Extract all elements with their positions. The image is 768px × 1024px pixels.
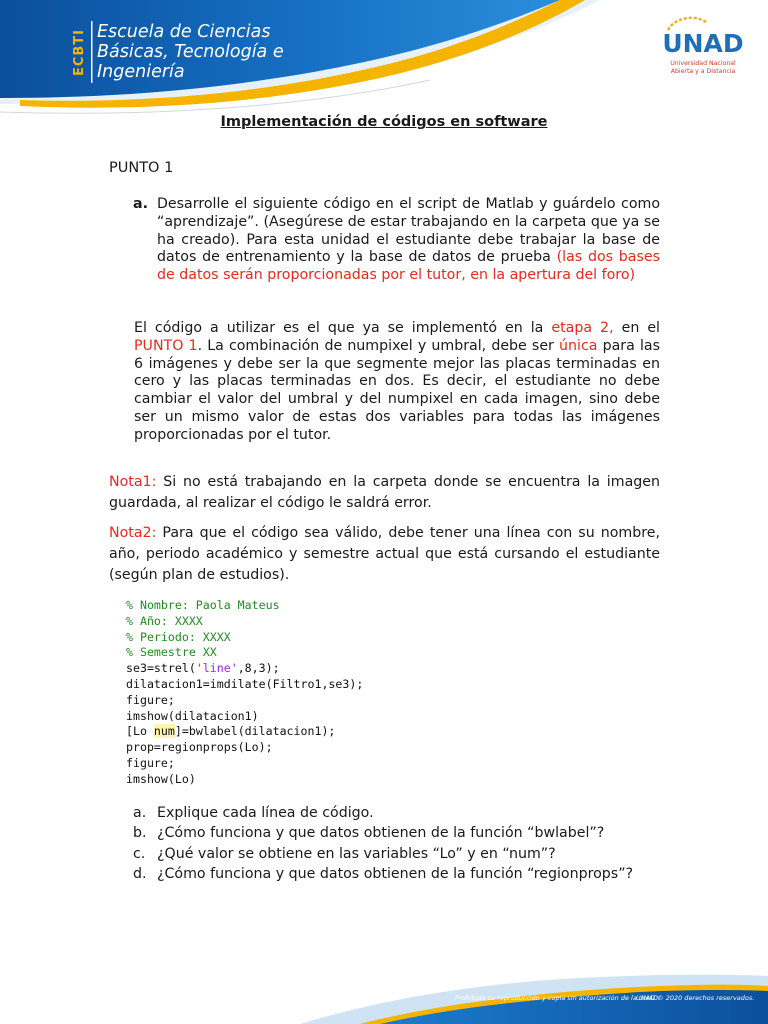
unad-logo-mark bbox=[660, 16, 746, 58]
question-letter: b. bbox=[133, 825, 147, 842]
question-item bbox=[133, 846, 660, 864]
code-line: % Nombre: Paola Mateus bbox=[126, 598, 280, 612]
code-line: figure; bbox=[126, 755, 175, 770]
code-line bbox=[126, 724, 546, 740]
code-line: imshow(Lo) bbox=[126, 771, 196, 786]
logo-sub-line-2: Abierta y a Distancia bbox=[670, 67, 736, 75]
item-a-text: Desarrolle el siguiente código en el script de Matlab y guárdelo como “aprendizaje”. (Asegúrese de estar trabajando en la carpeta que ya se ha creado). Para esta unidad el estudiante debe trabajar la base de datos de entrenamiento y la base de datos de prueba bbox=[157, 196, 660, 266]
question-item bbox=[133, 866, 660, 884]
code-para-text-4: para las 6 imágenes y debe ser la que segmente mejor las placas terminadas en cero y las placas terminadas en dos. Es decir, el estudiante no debe cambiar el valor del umbral y del numpixel en cada imagen, sino debe ser un mismo valor de estas dos variables para todas las imágenes proporcionadas por el tutor. bbox=[134, 337, 660, 443]
code-line: prop=regionprops(Lo); bbox=[126, 740, 273, 755]
code-line: % Año: XXXX bbox=[126, 613, 203, 628]
question-text: ¿Qué valor se obtiene en las variables “Lo” y en “num”? bbox=[157, 845, 556, 862]
question-text: Explique cada línea de código. bbox=[157, 805, 374, 821]
nota1-paragraph bbox=[109, 472, 660, 514]
code-line: % Semestre XX bbox=[126, 645, 217, 660]
code-para-red-1: etapa 2, bbox=[551, 320, 614, 336]
code-line bbox=[126, 661, 546, 677]
question-letter: d. bbox=[133, 865, 147, 882]
unad-logo-text: UNAD bbox=[662, 29, 744, 58]
code-token: ,8,3); bbox=[237, 661, 280, 676]
logo-sub-line-1: Universidad Nacional bbox=[670, 60, 736, 67]
school-name-line-1: Escuela de Ciencias bbox=[97, 22, 271, 42]
section-heading: PUNTO 1 bbox=[109, 160, 174, 176]
footer-copyright-notice: Prohibida su reproducción y copia sin autorización de la UNAD. bbox=[455, 994, 661, 1002]
code-token: se3=strel( bbox=[126, 661, 196, 676]
code-para-text-3: . La combinación de numpixel y umbral, debe ser bbox=[197, 337, 560, 354]
ecbti-text: ECBTI bbox=[72, 28, 88, 76]
code-para-red-3: única bbox=[559, 337, 598, 354]
code-line: figure; bbox=[126, 692, 175, 707]
unad-logo-subtitle bbox=[660, 60, 746, 75]
item-a-red-text: (las dos bases de datos serán proporcionadas por el tutor, en la apertura del foro) bbox=[157, 249, 660, 284]
code-line: imshow(dilatacion1) bbox=[126, 708, 259, 723]
item-a-paragraph bbox=[133, 196, 660, 285]
code-para-text-1: El código a utilizar es el que ya se implementó en la bbox=[134, 320, 552, 336]
item-a-letter: a. bbox=[133, 196, 148, 212]
header-divider bbox=[91, 21, 93, 83]
question-letter: a. bbox=[133, 805, 147, 821]
code-token: [Lo bbox=[126, 724, 154, 739]
question-item bbox=[133, 825, 660, 843]
code-string-token: 'line' bbox=[195, 661, 238, 676]
page-header bbox=[0, 0, 768, 130]
code-instructions-paragraph bbox=[134, 320, 660, 445]
code-line: dilatacion1=imdilate(Filtro1,se3); bbox=[126, 676, 364, 691]
nota2-label: Nota2: bbox=[109, 525, 157, 541]
footer-wave-graphic bbox=[0, 960, 768, 1024]
code-highlight-token: num bbox=[153, 724, 175, 739]
code-token: ]=bwlabel(dilatacion1); bbox=[174, 724, 336, 739]
question-text: ¿Cómo funciona y que datos obtienen de la función “regionprops”? bbox=[157, 865, 634, 882]
page-footer bbox=[0, 960, 768, 1024]
unad-logo bbox=[660, 16, 746, 78]
question-letter: c. bbox=[133, 845, 146, 862]
question-item bbox=[133, 805, 660, 823]
nota1-label: Nota1: bbox=[109, 474, 157, 490]
nota2-text: Para que el código sea válido, debe tener una línea con su nombre, año, periodo académico y semestre actual que está cursando el estudiante (según plan de estudios). bbox=[109, 525, 660, 583]
footer-rights-notice: UNAD © 2020 derechos reservados. bbox=[636, 994, 755, 1002]
school-name-line-2: Básicas, Tecnología e bbox=[97, 42, 284, 62]
nota2-paragraph bbox=[109, 523, 660, 586]
code-para-red-2: PUNTO 1 bbox=[134, 337, 198, 354]
item-a-body bbox=[157, 196, 660, 285]
matlab-code-block bbox=[126, 598, 546, 788]
code-para-text-2: en el bbox=[613, 320, 660, 336]
code-line: % Periodo: XXXX bbox=[126, 629, 231, 644]
school-name bbox=[97, 22, 284, 82]
school-name-line-3: Ingeniería bbox=[97, 62, 185, 82]
ecbti-vertical-label bbox=[70, 22, 90, 82]
document-title: Implementación de códigos en software bbox=[220, 114, 548, 130]
questions-list bbox=[133, 805, 660, 886]
question-text: ¿Cómo funciona y que datos obtienen de la función “bwlabel”? bbox=[157, 825, 605, 842]
nota1-text: Si no está trabajando en la carpeta donde se encuentra la imagen guardada, al realizar el código le saldrá error. bbox=[109, 474, 660, 511]
